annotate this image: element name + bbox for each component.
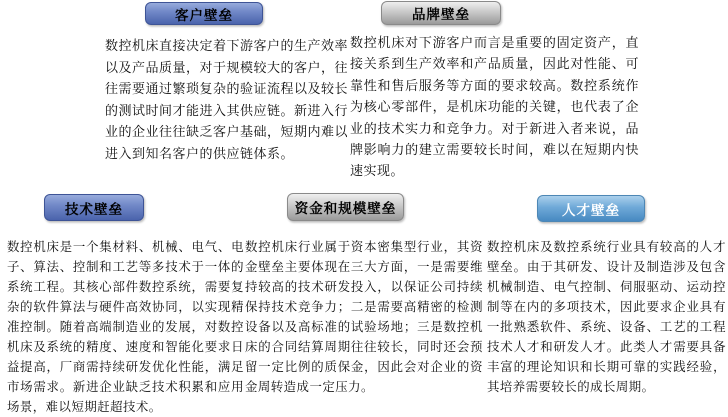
section-header-customer-barrier: 客户壁垒 xyxy=(145,2,263,25)
section-header-brand-barrier: 品牌壁垒 xyxy=(381,1,501,25)
section-body-talent-barrier: 数控机床及数控系统行业具有较高的人才壁垒。由于其研发、设计及制造涉及包含机械制造、电气控制、伺服驱动、运动控制等在内的多项技术，因此要求企业具有一批熟悉软件、系统、设备、工艺的工程技术人才和研发人才。此类人才需要具备丰富的理论知识和长期可靠的实践经验，其培养需要较长的成长周期。 xyxy=(487,240,726,394)
section-header-technology-barrier: 技术壁垒 xyxy=(44,194,144,221)
section-body-customer-barrier: 数控机床直接决定着下游客户的生产效率以及产品质量，对于规模较大的客户，往往需要通过繁琐复杂的验证流程以及较长的测试时间才能进入其供应链。新进入行业的企业往往缺乏客户基础，短期内难以进入到知名客户的供应链体系。 xyxy=(105,38,349,161)
section-body-capital-scale-barrier: 数控机床行业属于资本密集型行业，其资金壁垒主要体现在三大方面，一是需要维持较高的技术研发投入，以保证公司持续保持技术竞争力；二是需要高精密的检测设备以及高标准的试验场地；三是数控机床的合同结算周期往往较长，同时还会预留一定比例的质保金，因此会对企业的资金周转造成一定压力。 xyxy=(245,240,483,394)
section-body-technology-barrier: 数控机床是一个集材料、机械、电气、电子、算法、控制和工艺等多技术于一体的系统工程。其核心部件数控系统，需要复杂的软件算法与硬件高效协同，以实现精准控制。随着高端制造业的发展，对数控机床及系统的精度、速度和智能化要求日益提高，厂商需持续研发优化性能，满足市场需求。新进企业缺乏技术积累和应用场景，难以短期赶超技术。 xyxy=(7,240,244,414)
section-header-talent-barrier: 人才壁垒 xyxy=(537,195,645,222)
section-header-capital-scale-barrier: 资金和规模壁垒 xyxy=(287,193,404,221)
section-body-brand-barrier: 数控机床对下游客户而言是重要的固定资产，直接关系到生产效率和产品质量，因此对性能、可靠性和售后服务等方面的要求较高。数控系统作为核心零部件，是机床功能的关键，也代表了企业的技术实力和竞争力。对于新进入者来说，品牌影响力的建立需要较长时间，难以在短期内快速实现。 xyxy=(350,35,639,179)
